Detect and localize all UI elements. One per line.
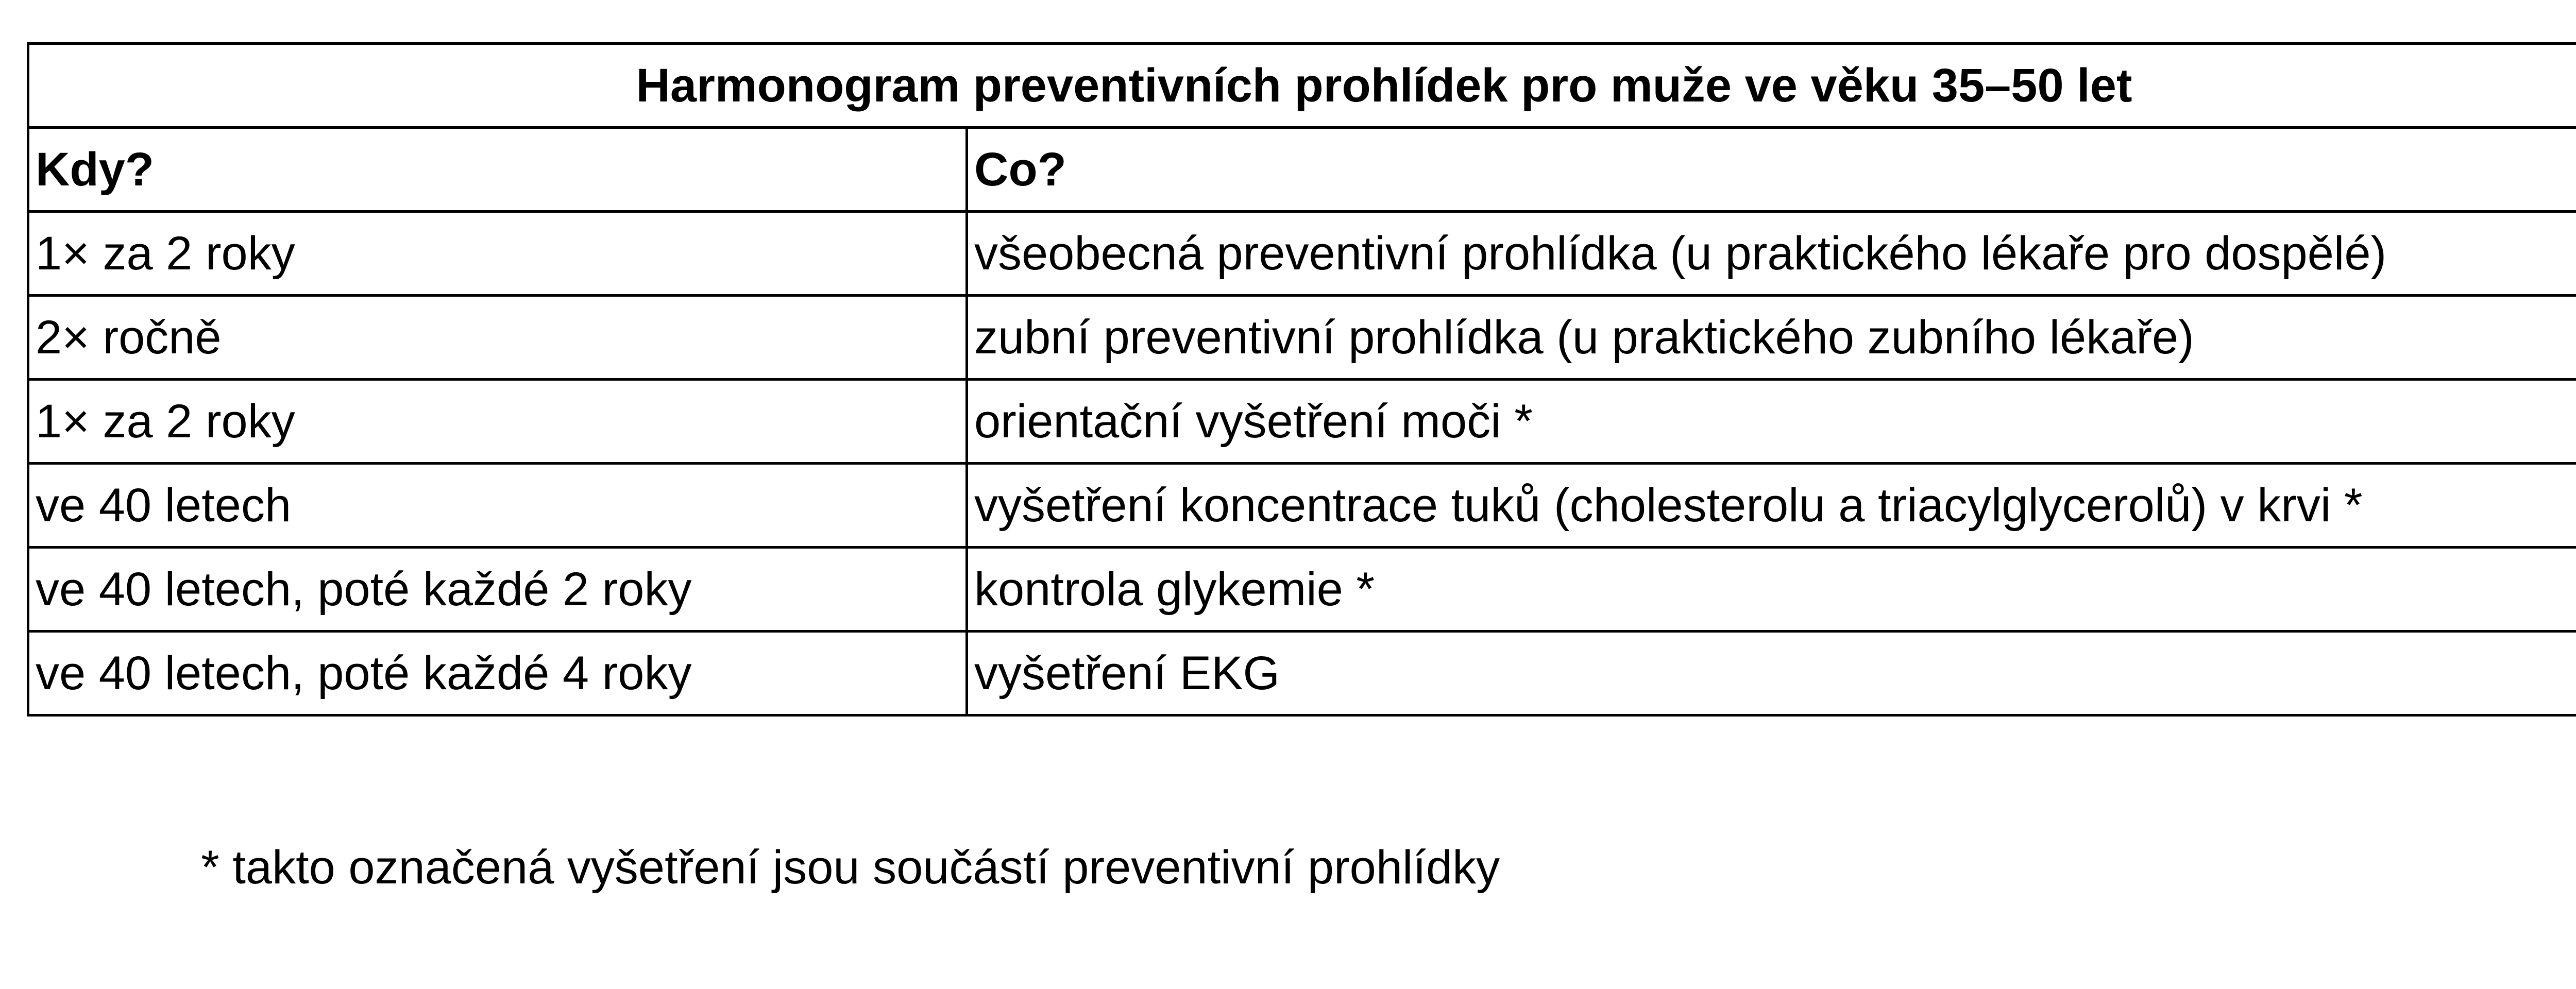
cell-when: 1× za 2 roky (28, 212, 967, 296)
cell-what: vyšetření EKG (967, 632, 2576, 715)
cell-when: 2× ročně (28, 296, 967, 380)
table-row (28, 548, 2576, 632)
cell-what: zubní preventivní prohlídka (u praktického zubního lékaře) (967, 296, 2576, 380)
table-title: Harmonogram preventivních prohlídek pro muže ve věku 35–50 let (28, 44, 2576, 128)
table-row (28, 380, 2576, 464)
table-row (28, 632, 2576, 715)
cell-when: ve 40 letech (28, 464, 967, 548)
cell-when: ve 40 letech, poté každé 2 roky (28, 548, 967, 632)
cell-what: kontrola glykemie * (967, 548, 2576, 632)
cell-what: vyšetření koncentrace tuků (cholesterolu a triacylglycerolů) v krvi * (967, 464, 2576, 548)
checkup-schedule-table (27, 42, 2576, 717)
table-row (28, 296, 2576, 380)
table-row (28, 212, 2576, 296)
cell-when: ve 40 letech, poté každé 4 roky (28, 632, 967, 715)
cell-when: 1× za 2 roky (28, 380, 967, 464)
table-title-row (28, 44, 2576, 128)
table-row (28, 464, 2576, 548)
footnote: * takto označená vyšetření jsou součástí preventivní prohlídky (201, 841, 1500, 894)
column-header-what: Co? (967, 128, 2576, 212)
cell-what: všeobecná preventivní prohlídka (u praktického lékaře pro dospělé) (967, 212, 2576, 296)
column-header-when: Kdy? (28, 128, 967, 212)
table-header-row (28, 128, 2576, 212)
cell-what: orientační vyšetření moči * (967, 380, 2576, 464)
